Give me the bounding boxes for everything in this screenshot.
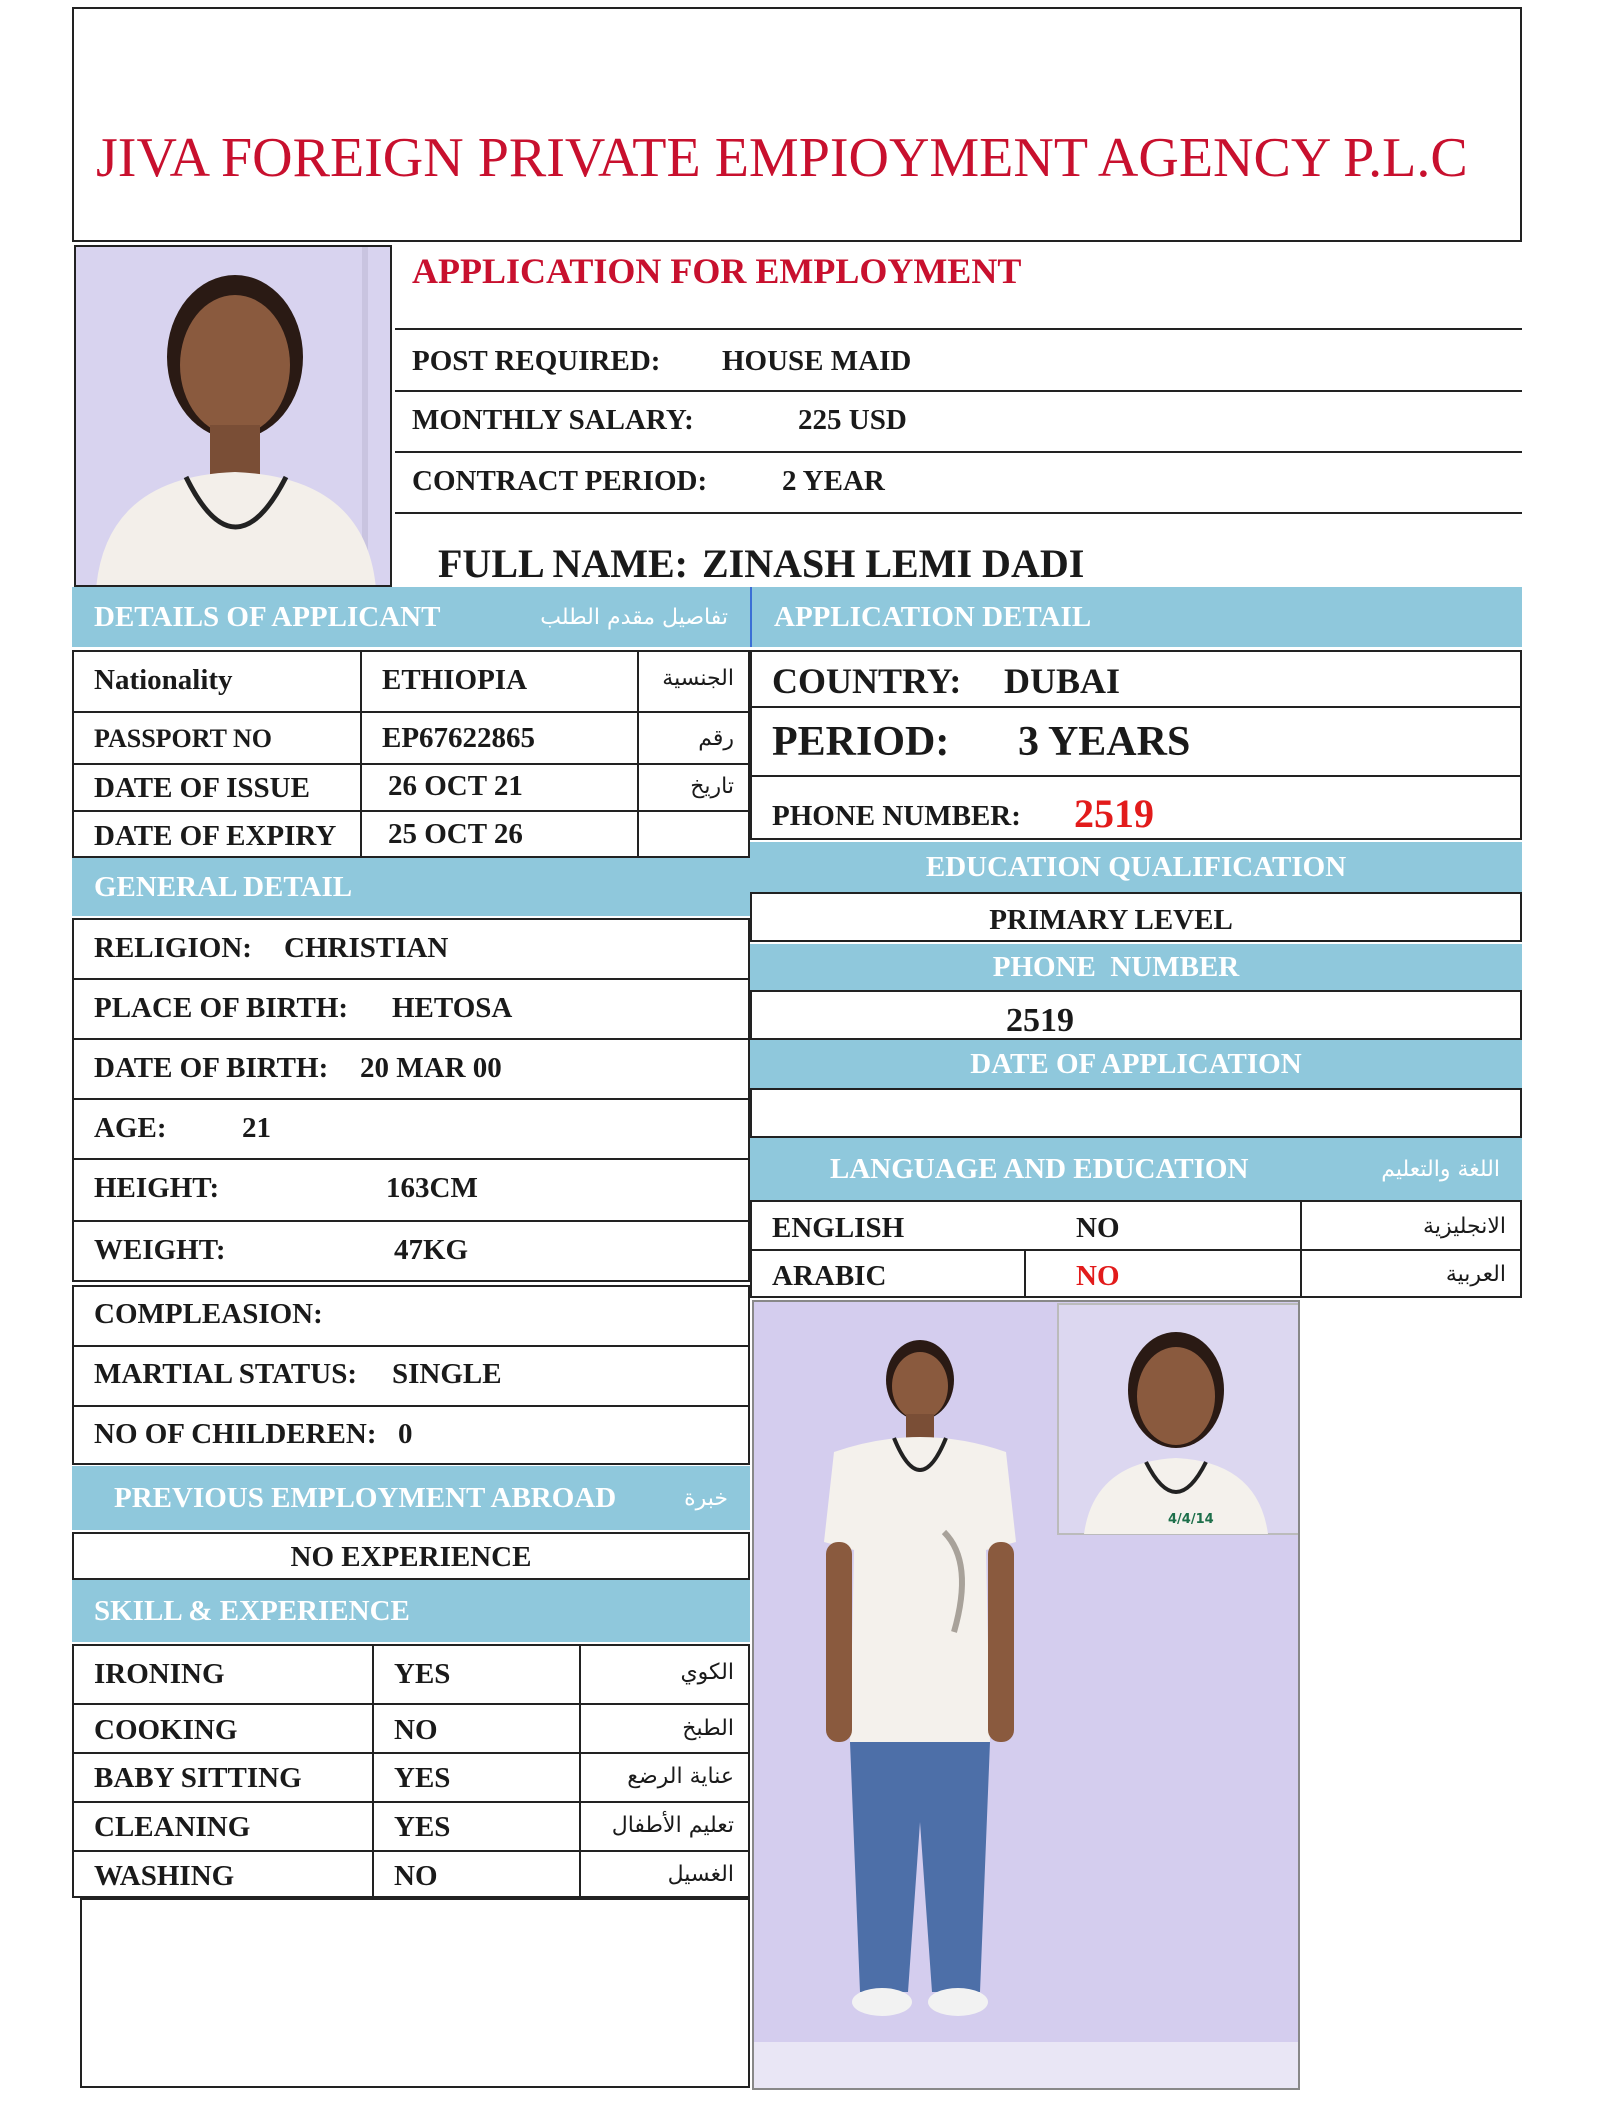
skill-label-cleaning: CLEANING	[94, 1811, 251, 1843]
row-divider	[72, 1345, 750, 1347]
salary-label: MONTHLY SALARY:	[412, 404, 694, 436]
agency-title: JIVA FOREIGN PRIVATE EMPIOYMENT AGENCY P.L.C	[96, 127, 1468, 189]
col-divider	[360, 650, 362, 858]
dob-value: 20 MAR 00	[360, 1052, 502, 1084]
age-label: AGE:	[94, 1112, 167, 1144]
post-value: HOUSE MAID	[722, 345, 912, 377]
row-divider	[72, 1801, 750, 1803]
col-divider	[579, 1644, 581, 1898]
weight-value: 47KG	[394, 1234, 469, 1266]
language-value-arabic: NO	[1076, 1260, 1120, 1292]
expiry-label: DATE OF EXPIRY	[94, 820, 337, 852]
row-divider	[72, 1703, 750, 1705]
col-divider	[1024, 1249, 1026, 1298]
previous-value: NO EXPERIENCE	[290, 1541, 532, 1573]
row-divider	[72, 1850, 750, 1852]
skill-arabic-ironing: الكوي	[680, 1660, 734, 1685]
skill-label-washing: WASHING	[94, 1860, 235, 1892]
row-divider	[72, 978, 750, 980]
issue-label: DATE OF ISSUE	[94, 772, 310, 804]
fullname-label: FULL NAME:	[438, 541, 688, 586]
row-divider	[72, 810, 750, 812]
skill-value-cleaning: YES	[394, 1811, 451, 1843]
expiry-value: 25 OCT 26	[388, 818, 523, 850]
religion-value: CHRISTIAN	[284, 932, 449, 964]
language-label-arabic: ARABIC	[772, 1260, 887, 1292]
row-divider	[72, 1405, 750, 1407]
application-detail-header: APPLICATION DETAIL	[750, 587, 1522, 647]
fullname-value: ZINASH LEMI DADI	[702, 541, 1085, 586]
birthplace-value: HETOSA	[392, 992, 513, 1024]
age-value: 21	[242, 1112, 271, 1144]
language-header-arabic: اللغة والتعليم	[1381, 1156, 1500, 1182]
row-divider	[72, 1220, 750, 1222]
birthplace-label: PLACE OF BIRTH:	[94, 992, 349, 1024]
contract-label: CONTRACT PERIOD:	[412, 465, 708, 497]
marital-label: MARTIAL STATUS:	[94, 1358, 357, 1390]
language-label-english: ENGLISH	[772, 1212, 905, 1244]
previous-header-label: PREVIOUS EMPLOYMENT ABROAD	[114, 1481, 617, 1514]
previous-header-arabic: خبرة	[684, 1485, 728, 1511]
applicant-details-header	[72, 587, 750, 647]
col-divider	[637, 650, 639, 858]
row-divider	[72, 1158, 750, 1160]
country-label: COUNTRY:	[772, 661, 962, 701]
row-divider	[72, 763, 750, 765]
row-divider	[72, 711, 750, 713]
education-header: EDUCATION QUALIFICATION	[750, 842, 1522, 892]
height-value: 163CM	[386, 1172, 478, 1204]
photo-date-stamp: 4/4/14	[1168, 1512, 1214, 1527]
general-table	[72, 918, 750, 1282]
language-header-label: LANGUAGE AND EDUCATION	[830, 1152, 1249, 1185]
row-divider	[72, 1038, 750, 1040]
contract-value: 2 YEAR	[782, 465, 885, 497]
skill-value-cooking: NO	[394, 1714, 438, 1746]
issue-value: 26 OCT 21	[388, 770, 523, 802]
skill-experience-header: SKILL & EXPERIENCE	[72, 1580, 750, 1642]
row-divider	[750, 1249, 1522, 1251]
date-of-application-header: DATE OF APPLICATION	[750, 1040, 1522, 1088]
phone-value: 2519	[1074, 791, 1154, 836]
phone-header-label: PHONE NUMBER	[992, 950, 1240, 983]
applicant-header-label: DETAILS OF APPLICANT	[94, 600, 441, 633]
row-divider	[750, 775, 1522, 777]
divider	[395, 328, 1522, 330]
period-value: 3 YEARS	[1018, 719, 1191, 765]
language-value-english: NO	[1076, 1212, 1120, 1244]
skill-label-cooking: COOKING	[94, 1714, 238, 1746]
row-divider	[72, 1098, 750, 1100]
country-value: DUBAI	[1004, 661, 1121, 701]
skill-arabic-cooking: الطبخ	[682, 1716, 734, 1741]
phone-label: PHONE NUMBER:	[772, 800, 1021, 832]
divider	[395, 390, 1522, 392]
period-label: PERIOD:	[772, 719, 950, 765]
passport-value: EP67622865	[382, 722, 536, 754]
phone-box	[750, 990, 1522, 1040]
skill-arabic-baby-sitting: عناية الرضع	[627, 1764, 734, 1789]
post-label: POST REQUIRED:	[412, 345, 661, 377]
salary-value: 225 USD	[798, 404, 907, 436]
religion-label: RELIGION:	[94, 932, 252, 964]
marital-value: SINGLE	[392, 1358, 502, 1390]
divider	[395, 512, 1522, 514]
general-detail-header: GENERAL DETAIL	[72, 858, 750, 916]
skill-label-baby-sitting: BABY SITTING	[94, 1762, 302, 1794]
nationality-label: Nationality	[94, 664, 233, 696]
weight-label: WEIGHT:	[94, 1234, 226, 1266]
language-education-header	[750, 1138, 1522, 1200]
skill-value-ironing: YES	[394, 1658, 451, 1690]
row-divider	[72, 1752, 750, 1754]
education-value: PRIMARY LEVEL	[989, 904, 1233, 936]
nationality-value: ETHIOPIA	[382, 664, 528, 696]
phone-number-header	[750, 944, 1522, 990]
complexion-label: COMPLEASION:	[94, 1298, 323, 1330]
children-label: NO OF CHILDEREN:	[94, 1418, 377, 1450]
skill-label-ironing: IRONING	[94, 1658, 225, 1690]
form-heading: APPLICATION FOR EMPLOYMENT	[412, 251, 1022, 291]
applicant-portrait-photo	[74, 245, 392, 587]
children-value: 0	[398, 1418, 413, 1450]
skill-value-baby-sitting: YES	[394, 1762, 451, 1794]
issue-arabic: تاريخ	[690, 774, 734, 799]
nationality-arabic: الجنسية	[662, 666, 734, 691]
blank-box	[80, 1898, 750, 2088]
title-frame	[72, 7, 1522, 242]
skill-arabic-cleaning: تعليم الأطفال	[611, 1813, 734, 1838]
dob-label: DATE OF BIRTH:	[94, 1052, 329, 1084]
row-divider	[750, 706, 1522, 708]
phone-box-value: 2519	[1006, 1002, 1074, 1039]
date-of-application-box	[750, 1088, 1522, 1138]
passport-arabic: رقم	[698, 726, 734, 751]
col-divider	[372, 1644, 374, 1898]
applicant-full-body-photo	[752, 1300, 1300, 2090]
previous-employment-header	[72, 1466, 750, 1530]
height-label: HEIGHT:	[94, 1172, 220, 1204]
applicant-header-arabic: تفاصيل مقدم الطلب	[540, 604, 728, 630]
divider	[395, 451, 1522, 453]
skill-arabic-washing: الغسيل	[667, 1862, 734, 1887]
skill-value-washing: NO	[394, 1860, 438, 1892]
language-arabic-arabic: العربية	[1445, 1262, 1506, 1287]
language-arabic-english: الانجليزية	[1423, 1214, 1506, 1239]
passport-label: PASSPORT NO	[94, 724, 272, 753]
